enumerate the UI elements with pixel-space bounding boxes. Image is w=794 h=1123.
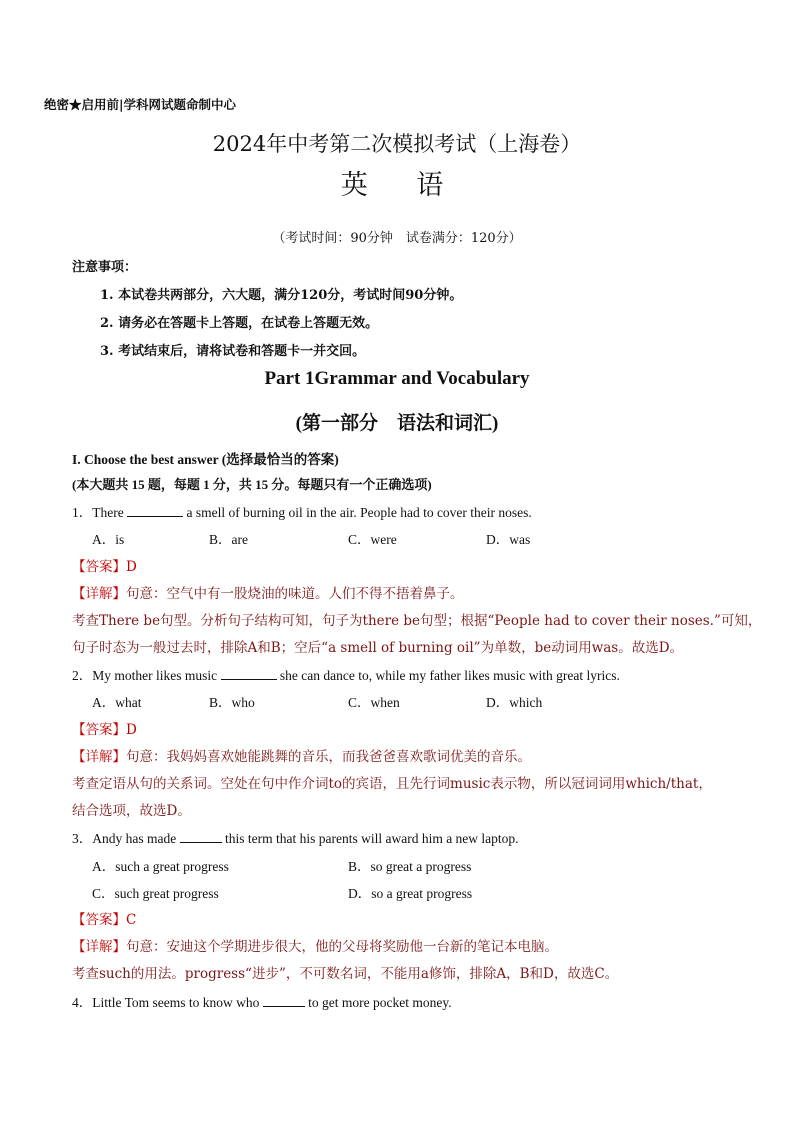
analysis-line: 考查定语从句的关系词。空处在句中作介词to的宾语，且先行词music表示物，所以冠词词用which/that， (72, 776, 712, 792)
analysis-line: 考查such的用法。progress“进步”，不可数名词，不能用a修饰，排除A，B和D，故选C。 (72, 966, 619, 982)
answer-blank (221, 668, 277, 680)
option-b: B．who (209, 695, 255, 710)
header-tag: 绝密★启用前|学科网试题命制中心 (44, 97, 237, 112)
option-b: B．so great a progress (348, 859, 472, 874)
option-c: C．were (348, 532, 397, 547)
option-c: C．when (348, 695, 400, 710)
notes-title: 注意事项： (72, 260, 138, 275)
section-title: I. Choose the best answer (选择最恰当的答案) (72, 452, 339, 467)
option-a: A．such a great progress (92, 859, 229, 874)
note-item: 3. 考试结束后，请将试卷和答题卡一并交回。 (100, 344, 366, 359)
option-a: A．what (92, 695, 142, 710)
exam-info: （考试时间：90分钟 试卷满分：120分） (272, 231, 522, 246)
option-d: D．was (486, 532, 531, 547)
analysis-line: 句子时态为一般过去时，排除A和B；空后“a smell of burning oil”为单数，be动词用was。故选D。 (72, 640, 684, 656)
analysis-line: 结合选项，故选D。 (72, 803, 191, 819)
answer-blank (127, 505, 183, 517)
question-stem: 3．Andy has made this term that his parents will award him a new laptop. (72, 831, 519, 846)
answer-line: 【答案】C (72, 912, 137, 928)
note-item: 2. 请务必在答题卡上答题，在试卷上答题无效。 (100, 316, 379, 331)
option-a: A．is (92, 532, 125, 547)
option-d: D．so a great progress (348, 886, 473, 901)
option-b: B．are (209, 532, 248, 547)
answer-line: 【答案】D (72, 722, 137, 738)
question-stem: 4．Little Tom seems to know who to get more pocket money. (72, 995, 452, 1010)
answer-line: 【答案】D (72, 559, 137, 575)
section-desc: (本大题共 15 题，每题 1 分，共 15 分。每题只有一个正确选项) (72, 477, 432, 492)
analysis-line: 考查There be句型。分析句子结构可知，句子为there be句型；根据“People had to cover their noses.”可知， (72, 613, 762, 629)
part-title-en: Part 1Grammar and Vocabulary (264, 368, 530, 389)
detail-line: 【详解】句意：空气中有一股烧油的味道。人们不得不捂着鼻子。 (72, 586, 464, 602)
question-stem: 1．There a smell of burning oil in the air. People had to cover their noses. (72, 505, 532, 520)
answer-blank (180, 831, 222, 843)
note-item: 1. 本试卷共两部分，六大题，满分120分，考试时间90分钟。 (100, 288, 463, 303)
subject-title: 英 语 (340, 170, 464, 201)
exam-title: 2024年中考第二次模拟考试（上海卷） (212, 132, 582, 156)
part-title-cn: (第一部分 语法和词汇) (295, 413, 499, 434)
option-c: C．such great progress (92, 886, 219, 901)
option-d: D．which (486, 695, 543, 710)
question-stem: 2．My mother likes music she can dance to, while my father likes music with great lyrics. (72, 668, 620, 683)
detail-line: 【详解】句意：安迪这个学期进步很大，他的父母将奖励他一台新的笔记本电脑。 (72, 939, 558, 955)
detail-line: 【详解】句意：我妈妈喜欢她能跳舞的音乐，而我爸爸喜欢歌词优美的音乐。 (72, 749, 531, 765)
answer-blank (263, 995, 305, 1007)
